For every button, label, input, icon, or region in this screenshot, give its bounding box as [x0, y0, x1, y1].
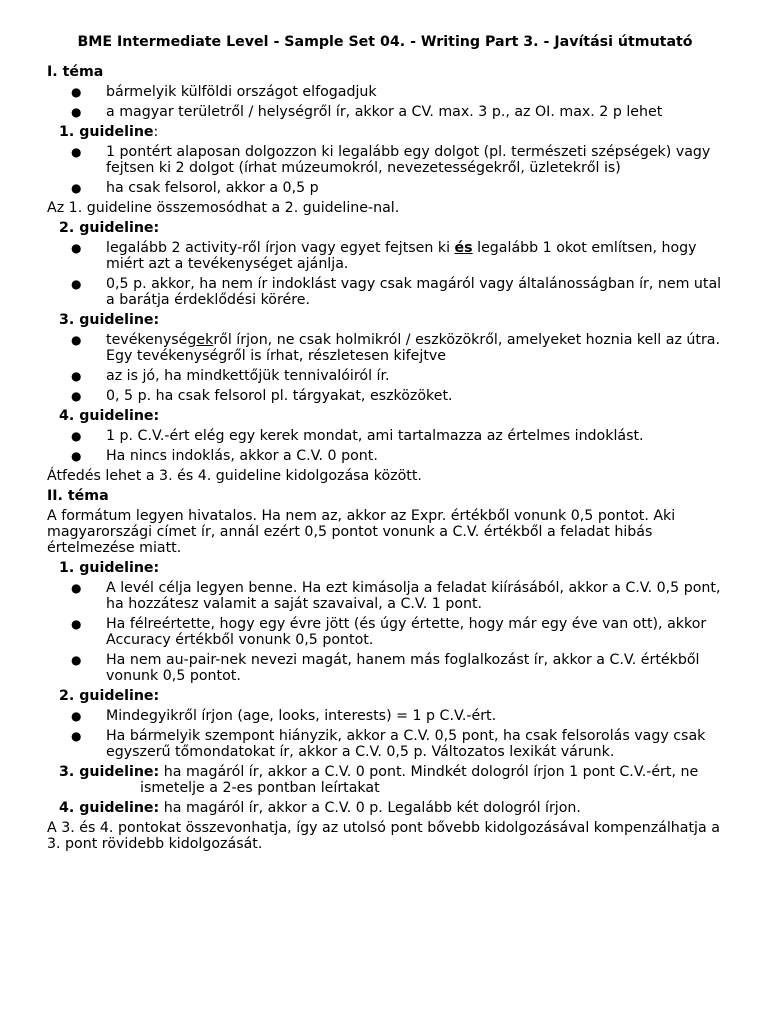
emphasis-text: és	[454, 240, 473, 256]
list-item: ● 1 pontért alaposan dolgozzon ki legalább egy dolgot (pl. természeti szépségek) vagy fejtsen ki 2 dolgot (írhat múzeumokról, nevezetességekről, üzletekről is)	[71, 144, 711, 176]
list-item: ● Ha nem au-pair-nek nevezi magát, hanem más foglalkozást ír, akkor a C.V. értékből vonunk 0,5 pontot.	[71, 652, 700, 684]
bullet-icon: ●	[71, 333, 82, 347]
bullet-icon: ●	[71, 369, 82, 383]
document-title: BME Intermediate Level - Sample Set 04. - Writing Part 3. - Javítási útmutató	[77, 34, 693, 50]
list-item: ● legalább 2 activity-ről írjon vagy egyet fejtsen ki és legalább 1 okot említsen, hogy miért azt a tevékenységet ajánlja.	[71, 240, 697, 272]
bullet-icon: ●	[71, 277, 82, 291]
list-item: ● A levél célja legyen benne. Ha ezt kimásolja a feladat kiírásából, akkor a C.V. 0,5 pont, ha hozzátesz valamit a saját szavaival, a C.V. 1 pont.	[71, 580, 721, 612]
note-paragraph: A 3. és 4. pontokat összevonhatja, így az utolsó pont bővebb kidolgozásával kompenzálhatja a 3. pont rövidebb kidolgozását.	[47, 820, 720, 852]
list-item: ● bármelyik külföldi országot elfogadjuk	[71, 84, 377, 100]
bullet-icon: ●	[71, 449, 82, 463]
list-item: ● Ha bármelyik szempont hiányzik, akkor a C.V. 0,5 pont, ha csak felsorolás vagy csak egyszerű tőmondatokat ír, akkor a C.V. 0,5 p. Változatos lexikát várunk.	[71, 728, 706, 760]
guideline-heading: 2. guideline:	[59, 220, 160, 236]
intro-paragraph: A formátum legyen hivatalos. Ha nem az, akkor az Expr. értékből vonunk 0,5 pontot. Aki magyarországi címet ír, annál ezért 0,5 pontot vonunk a C.V. értékből a feladat hibás értelmezése miatt.	[47, 508, 676, 556]
note-paragraph: Az 1. guideline összemosódhat a 2. guideline-nal.	[47, 200, 400, 216]
list-item: ● a magyar területről / helységről ír, akkor a CV. max. 3 p., az OI. max. 2 p lehet	[71, 104, 663, 120]
guideline-list	[47, 428, 723, 464]
guideline-heading: 1. guideline:	[59, 560, 160, 576]
list-item: ● 0,5 p. akkor, ha nem ír indoklást vagy csak magáról vagy általánosságban ír, nem utal a barátja érdeklődési körére.	[71, 276, 722, 308]
list-item: ● Ha nincs indoklás, akkor a C.V. 0 pont.	[71, 448, 378, 464]
section-heading-2: II. téma	[47, 488, 109, 504]
underlined-text: ek	[196, 332, 214, 348]
guideline-heading: 2. guideline:	[59, 688, 160, 704]
guideline-inline: 3. guideline: ha magáról ír, akkor a C.V. 0 pont. Mindkét dologról írjon 1 pont C.V.-ért, ne ismetelje a 2-es pontban leírtakat	[59, 764, 699, 796]
guideline-heading: 3. guideline:	[59, 312, 160, 328]
guideline-list	[47, 240, 723, 308]
guideline-list	[47, 144, 723, 196]
guideline-list	[47, 708, 723, 760]
section-heading-1: I. téma	[47, 64, 104, 80]
list-item: ● Mindegyikről írjon (age, looks, interests) = 1 p C.V.-ért.	[71, 708, 497, 724]
bullet-icon: ●	[71, 241, 82, 255]
bullet-icon: ●	[71, 581, 82, 595]
bullet-icon: ●	[71, 617, 82, 631]
note-paragraph: Átfedés lehet a 3. és 4. guideline kidolgozása között.	[47, 468, 422, 484]
list-item: ● 0, 5 p. ha csak felsorol pl. tárgyakat, eszközöket.	[71, 388, 453, 404]
bullet-icon: ●	[71, 389, 82, 403]
guideline-list	[47, 332, 723, 404]
bullet-icon: ●	[71, 85, 82, 99]
bullet-icon: ●	[71, 105, 82, 119]
bullet-icon: ●	[71, 429, 82, 443]
guideline-list	[47, 580, 723, 684]
bullet-icon: ●	[71, 709, 82, 723]
section-1-intro-list	[47, 84, 723, 120]
bullet-icon: ●	[71, 729, 82, 743]
list-item: ● ha csak felsorol, akkor a 0,5 p	[71, 180, 319, 196]
bullet-icon: ●	[71, 181, 82, 195]
list-item: ● tevékenységekről írjon, ne csak holmikról / eszközökről, amelyeket hoznia kell az útra. Egy tevékenységről is írhat, részletesen kifejtve	[71, 332, 721, 364]
bullet-icon: ●	[71, 653, 82, 667]
bullet-icon: ●	[71, 145, 82, 159]
list-item: ● az is jó, ha mindkettőjük tennivalóiról ír.	[71, 368, 390, 384]
list-item: ● 1 p. C.V.-ért elég egy kerek mondat, ami tartalmazza az értelmes indoklást.	[71, 428, 644, 444]
list-item: ● Ha félreértette, hogy egy évre jött (és úgy értette, hogy már egy éve van ott), akkor Accuracy értékből vonunk 0,5 pontot.	[71, 616, 707, 648]
guideline-inline: 4. guideline: ha magáról ír, akkor a C.V. 0 p. Legalább két dologról írjon.	[59, 800, 581, 816]
document-page	[47, 34, 723, 856]
guideline-heading: 4. guideline:	[59, 408, 160, 424]
guideline-heading: 1. guideline:	[59, 124, 159, 140]
